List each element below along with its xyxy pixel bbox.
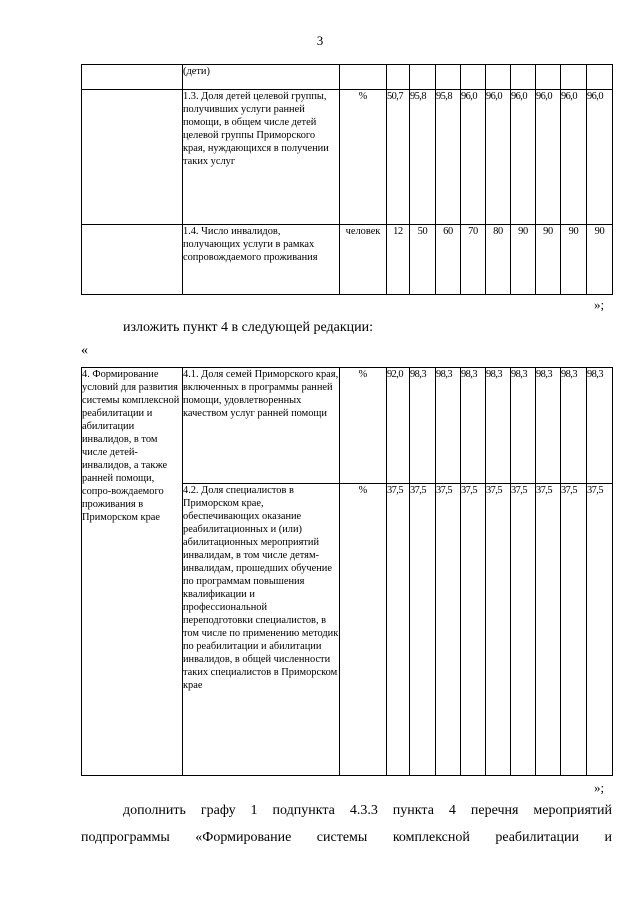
opening-quote: «	[81, 343, 88, 358]
indicator-description: 4.2. Доля специалистов в Приморском крае, обеспечивающих оказание реабилитационных и (или) абилитационных мероприятий инвалидам, в том числе детям-инвалидам, прошедших обучение по программам повышения квалификации и профессиональной переподготовки специалистов, в том числе по применению методик по реабилитации и абилитации инвалидов, в общей численности таких специалистов в Приморском крае	[183, 484, 340, 776]
value-cell: 37,5	[587, 484, 613, 776]
value-cell: 98,3	[561, 368, 587, 484]
value-cell: 98,3	[461, 368, 486, 484]
value-cell: 50,7	[387, 90, 410, 225]
value-cell: 37,5	[486, 484, 511, 776]
value-cell: 96,0	[561, 90, 587, 225]
value-cell: 60	[436, 225, 461, 295]
value-cell: 92,0	[387, 368, 410, 484]
value-cell: 37,5	[387, 484, 410, 776]
paragraph-line-1: дополнить графу 1 подпункта 4.3.3 пункта 4 перечня мероприятий	[123, 803, 612, 818]
value-cell: 98,3	[511, 368, 536, 484]
indicator-description: 1.3. Доля детей целевой группы, получивших услуги ранней помощи, в общем числе детей целевой группы Приморского края, нуждающихся в получении таких услуг	[183, 90, 340, 225]
unit-cell: %	[340, 484, 387, 776]
unit-cell: %	[340, 90, 387, 225]
unit-cell: человек	[340, 225, 387, 295]
paragraph-line-2: подпрограммы «Формирование системы комплексной реабилитации и	[81, 830, 612, 845]
value-cell: 96,0	[511, 90, 536, 225]
goal-cell: 4. Формирование условий для развития системы комплексной реабилитации и абилитации инвалидов, в том числе детей-инвалидов, а также ранней помощи, сопро-вождаемого проживания в Приморском крае	[82, 368, 183, 776]
value-cell: 37,5	[511, 484, 536, 776]
page-number: 3	[316, 33, 324, 48]
table-row	[82, 225, 613, 295]
value-cell: 96,0	[461, 90, 486, 225]
value-cell: 37,5	[436, 484, 461, 776]
indicator-description: 4.1. Доля семей Приморского края, включенных в программы ранней помощи, удовлетворенных качеством услуг ранней помощи	[183, 368, 340, 484]
table-row	[82, 65, 613, 90]
value-cell: 98,3	[436, 368, 461, 484]
indicator-description: 1.4. Число инвалидов, получающих услуги в рамках сопровождаемого проживания	[183, 225, 340, 295]
indicators-table-1	[81, 64, 613, 295]
value-cell: 95,8	[436, 90, 461, 225]
closing-quote: »;	[594, 780, 605, 795]
value-cell: 90	[511, 225, 536, 295]
table-row	[82, 368, 613, 484]
value-cell: 37,5	[561, 484, 587, 776]
value-cell: 90	[587, 225, 613, 295]
unit-cell: %	[340, 368, 387, 484]
value-cell: 98,3	[486, 368, 511, 484]
indicators-table-2	[81, 367, 613, 776]
value-cell: 96,0	[536, 90, 561, 225]
value-cell: 37,5	[410, 484, 436, 776]
value-cell: 90	[561, 225, 587, 295]
value-cell: 70	[461, 225, 486, 295]
value-cell: 90	[536, 225, 561, 295]
goal-cell	[82, 65, 183, 90]
value-cell: 95,8	[410, 90, 436, 225]
value-cell: 96,0	[486, 90, 511, 225]
value-cell: 50	[410, 225, 436, 295]
value-cell: 98,3	[536, 368, 561, 484]
value-cell: 37,5	[461, 484, 486, 776]
indicator-description: (дети)	[183, 65, 340, 90]
value-cell: 98,3	[410, 368, 436, 484]
table-row	[82, 90, 613, 225]
value-cell: 12	[387, 225, 410, 295]
instruction-text: изложить пункт 4 в следующей редакции:	[123, 320, 373, 335]
value-cell: 37,5	[536, 484, 561, 776]
value-cell: 96,0	[587, 90, 613, 225]
closing-quote: »;	[594, 297, 605, 312]
value-cell: 80	[486, 225, 511, 295]
value-cell: 98,3	[587, 368, 613, 484]
